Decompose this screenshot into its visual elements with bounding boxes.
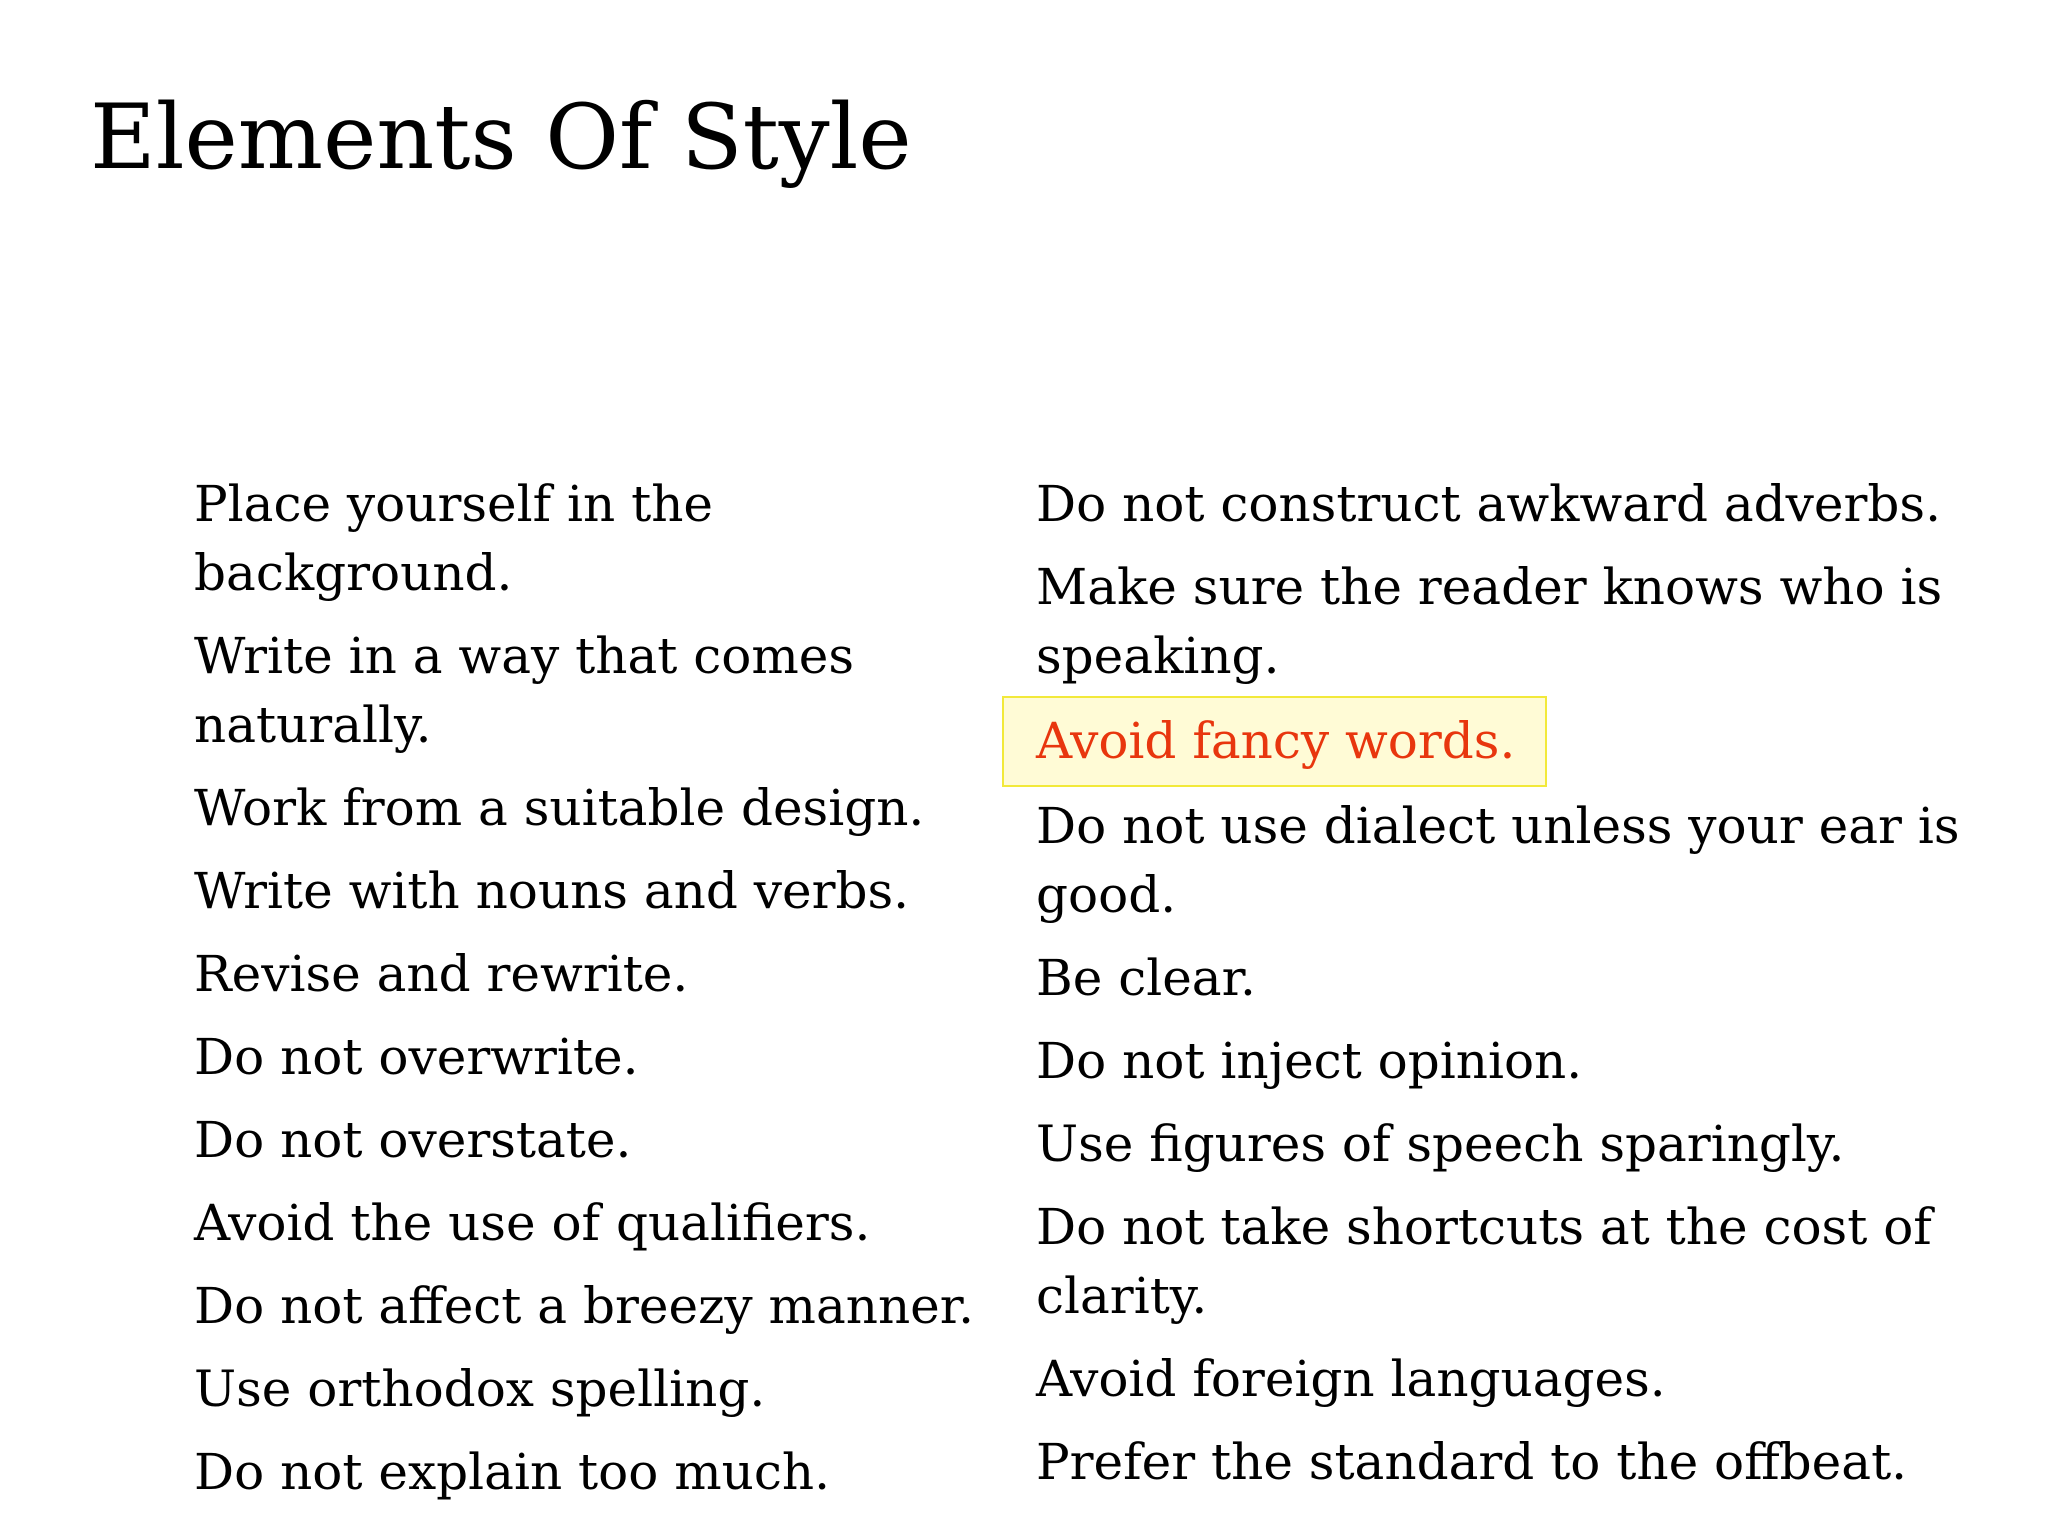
highlighted-rule: Avoid fancy words. xyxy=(1002,696,1547,787)
rule-item: Write in a way that comes naturally. xyxy=(194,627,855,754)
rule-item: Revise and rewrite. xyxy=(194,945,689,1003)
rule-item: Be clear. xyxy=(1036,949,1256,1007)
rule-item: Avoid foreign languages. xyxy=(1036,1350,1666,1408)
rule-item: Avoid the use of qualifiers. xyxy=(194,1194,871,1252)
rule-item: Place yourself in the background. xyxy=(194,475,713,602)
rule-item: Do not overwrite. xyxy=(194,1028,639,1086)
right-rules-column xyxy=(1036,470,1976,1511)
rule-item: Do not affect a breezy manner. xyxy=(194,1277,975,1335)
left-rules-column xyxy=(194,470,984,1521)
rule-item: Do not explain too much. xyxy=(194,1443,830,1501)
rule-item: Make sure the reader knows who is speaking. xyxy=(1036,558,1943,685)
slide-title: Elements Of Style xyxy=(90,85,912,190)
rule-item: Prefer the standard to the offbeat. xyxy=(1036,1433,1908,1491)
rule-item: Write with nouns and verbs. xyxy=(194,862,910,920)
rule-item: Work from a suitable design. xyxy=(194,779,925,837)
rule-item: Do not use dialect unless your ear is good. xyxy=(1036,797,1960,924)
rule-item: Do not overstate. xyxy=(194,1111,632,1169)
rule-item: Use orthodox spelling. xyxy=(194,1360,766,1418)
rule-item: Do not inject opinion. xyxy=(1036,1032,1583,1090)
rule-item: Do not construct awkward adverbs. xyxy=(1036,475,1941,533)
rule-item: Do not take shortcuts at the cost of clarity. xyxy=(1036,1198,1932,1325)
rule-item: Use figures of speech sparingly. xyxy=(1036,1115,1845,1173)
